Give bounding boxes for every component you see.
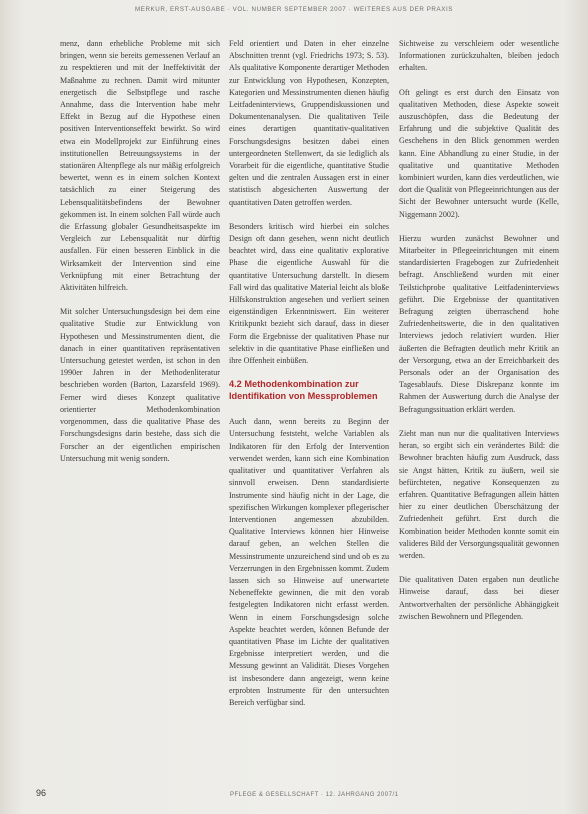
paragraph: Die qualitativen Daten ergaben nun deutliche Hinweise darauf, dass bei dieser Antwortverhalten der persönliche Abhängigkeit zwischen Bewohnern und Pflegenden. xyxy=(399,575,559,621)
paragraph: menz, dann erhebliche Probleme mit sich bringen, wenn sie bereits gemessenen Verlauf an zu respektieren und mit der Ineffektivität der Maßnahme zu rechnen. Damit wird mitunter energetisch die Selbstpflege und rasche Annahme, dass die Intervention habe mehr Effekt in Bezug auf die Hypothese einen positiven Interventionseffekt bewirkt. So wird etwa ein Modellprojekt zur Einführung eines institutionellen Betreuungssystems in der stationären Altenpflege als nur mäßig erfolgreich bewertet, wenn es in einem solchen Kontext tatsächlich zu einer Steigerung des Lebensqualitätsbefindens der Bewohner gekommen ist. In einem solchen Fall würde auch die Erfassung globaler Gesundheitsaspekte im Vergleich zur Lebensqualität nur dürftig ausfallen. Für einen besseren Einblick in die Wirksamkeit der Intervention sind eine Verknüpfung mit einer Betrachtung der Aktivitäten hilfreich. xyxy=(60,39,220,293)
page-number: 96 xyxy=(36,788,47,798)
paragraph: Sichtweise zu verschleiern oder wesentliche Informationen zurückzuhalten, bleiben jedoch erhalten. xyxy=(399,39,559,73)
text-column-right xyxy=(399,38,559,635)
paragraph: Hierzu wurden zunächst Bewohner und Mitarbeiter in Pflegeeinrichtungen mit einem standardisierten Fragebogen zur Zufriedenheit befragt. Anschließend wurden mit einer Teilstichprobe qualitative Leitfadeninterviews geführt. Die Ergebnisse der quantitativen Befragung zeigten überraschend hohe Zufriedenheitswerte, die in den qualitativen Interviews jedoch relativiert wurden. Hier äußerten die Befragten deutlich mehr Kritik an der Versorgung, etwa an der Erreichbarkeit des Personals oder an der Organisation des Tagesablaufs. Diese Diskrepanz konnte im Rahmen der Auswertung durch die Analyse der Befragungssituation erklärt werden. xyxy=(399,233,559,414)
paragraph: Feld orientiert und Daten in eher einzelne Abschnitten trennt (vgl. Friedrichs 1973; S. 53). Als qualitative Komponente derartiger Methoden zur Entwicklung von Hypothesen, Konzepten, Kategorien und Messinstrumenten dienen häufig Leitfadeninterviews, Gruppendiskussionen und Dokumentenanalysen. Die qualitativen Teile eines derartigen quantitativ-qualitativen Forschungsdesigns besitzen dabei einen untergeordneten Stellenwert, da sie lediglich als Vorarbeit für die eigentliche, quantitative Studie gelten und die zentralen Aussagen erst in einer statistisch abgesicherten Auswertung der quantitativen Daten getroffen werden. xyxy=(229,39,389,207)
section-heading: 4.2 Methodenkombination zur Identifikation von Messproblemen xyxy=(229,379,378,401)
paragraph: Auch dann, wenn bereits zu Beginn der Untersuchung feststeht, welche Variablen als Indikatoren für den Erfolg der Intervention verwendet werden, kann sich eine Kombination qualitativer und quantitativer Verfahren als sinnvoll erweisen. Denn standardisierte Instrumente sind häufig nicht in der Lage, die spezifischen Wirkungen komplexer pflegerischer Interventionen angemessen abzubilden. Qualitative Interviews können hier Hinweise darauf geben, an welchen Stellen die Messinstrumente unzureichend sind und ob es zu Verzerrungen in den Ergebnissen kommt. Zudem lassen sich so Hinweise auf unerwartete Nebeneffekte gewinnen, die mit den vorab festgelegten Indikatoren nicht erfasst werden. Wenn in einem Forschungsdesign solche Aspekte beachtet werden, können Befunde der quantitativen Phase im Lichte der qualitativen Ergebnisse interpretiert werden, und die Messung gewinnt an Validität. Dieses Vorgehen ist insbesondere dann angezeigt, wenn keine erprobten Instrumente für den untersuchten Bereich verfügbar sind. xyxy=(229,417,389,707)
journal-footer: PFLEGE & GESELLSCHAFT · 12. JAHRGANG 2007/1 xyxy=(230,792,399,798)
paragraph: Zieht man nun nur die qualitativen Interviews heran, so ergibt sich ein verändertes Bild: die Bewohner brachten häufig zum Ausdruck, dass sie Angst hätten, Kritik zu äußern, weil sie befürchteten, negative Konsequenzen zu erfahren. Quantitative Befragungen allein hätten hier zu einer deutlichen Überschätzung der Zufriedenheit geführt. Erst durch die Kombination beider Methoden konnte somit ein valideres Bild der Versorgungsqualität gewonnen werden. xyxy=(399,428,559,560)
text-column-left xyxy=(60,38,220,477)
paragraph: Oft gelingt es erst durch den Einsatz von qualitativen Methoden, diese Aspekte soweit auszuschöpfen, dass die Bedeutung der Erfahrung und die subjektive Qualität des Geschehens in den Blick genommen werden kann. Eine Abhandlung zu einer Studie, in der qualitative und quantitative Methoden kombiniert wurden, kann dies verdeutlichen, wie dort die Qualität von Pflegeeinrichtungen aus der Sicht der Bewohner untersucht wurde (Kelle, Niggemann 2002). xyxy=(399,87,559,219)
text-column-middle xyxy=(229,38,389,721)
paragraph: Mit solcher Untersuchungsdesign bei dem eine qualitative Studie zur Entwicklung von Hypothesen und Messinstrumenten dient, die danach in einer quantitativen repräsentativen Untersuchung getestet werden, ist schon in den 1990er Jahren in der Methodenliteratur beschrieben worden (Barton, Lazarsfeld 1969). Ferner wird dieses Konzept qualitative orientierter Methodenkombination vorgenommen, dass die qualitative Phase des Forschungsdesigns darin bestehe, dass sich die Forscher an der eigentlichen empirischen Untersuchung mit wenig sondern. xyxy=(60,307,220,463)
running-header: MERKUR, ERST-AUSGABE · VOL. NUMBER SEPTEMBER 2007 · WEITERES AUS DER PRAXIS xyxy=(135,6,453,13)
paragraph: Besonders kritisch wird hierbei ein solches Design oft dann gesehen, wenn nicht deutlich beachtet wird, dass eine qualitativ explorative Phase die eigentliche Auswahl für die quantitative Untersuchung darstellt. In diesem Fall wird das qualitative Material leicht als bloße Hilfskonstruktion angesehen und verliert seinen eigenständigen Erkenntniswert. Ein weiterer Kritikpunkt bezieht sich darauf, dass in dieser Form die Ergebnisse der qualitativen Phase nur selektiv in die quantitative Phase einfließen und ihre Offenheit einbüßen. xyxy=(229,221,389,366)
